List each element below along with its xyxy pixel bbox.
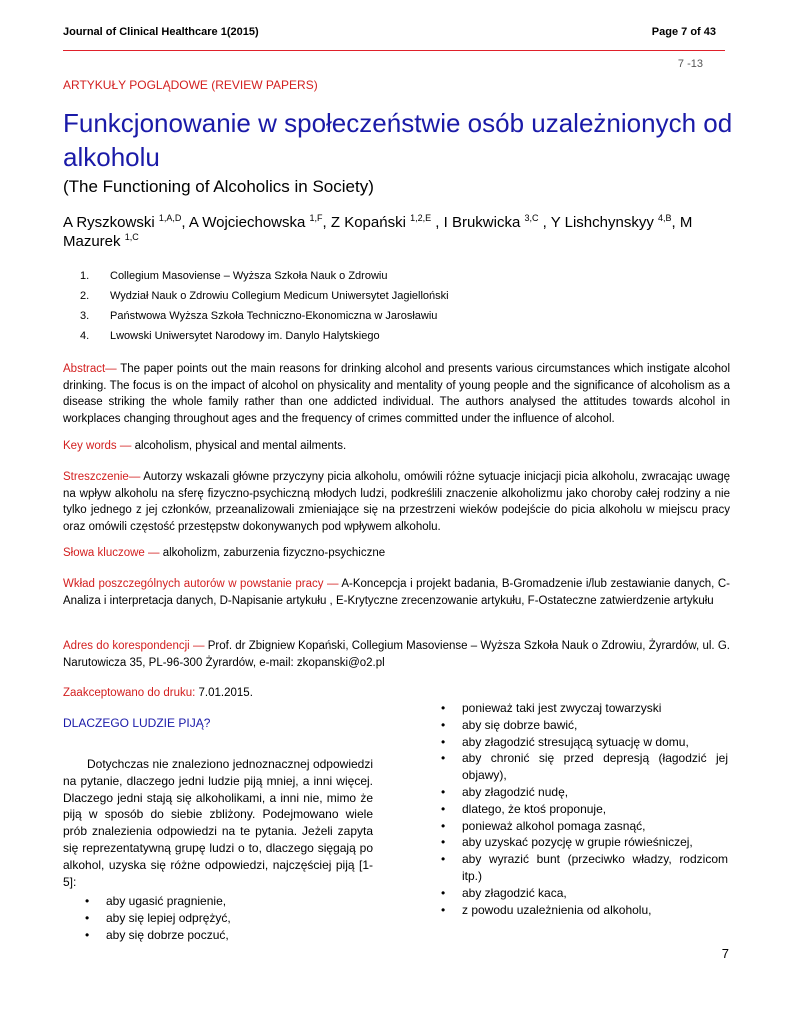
correspondence-address: Adres do korespondencji — Prof. dr Zbigniew Kopański, Collegium Masoviense – Wyższa Szkoła Nauk o Zdrowiu, Żyrardów, ul. G. Narutowicza 35, PL-96-300 Żyrardów, e-mail: zkopanski@o2.pl bbox=[63, 640, 730, 669]
author: M Mazurek $^{1,C}$ bbox=[63, 214, 693, 250]
accepted-date: Zaakceptowano do druku: 7.01.2015. bbox=[63, 687, 253, 699]
bullet-icon: • bbox=[85, 927, 90, 942]
keywords-label: Key words — bbox=[63, 440, 132, 452]
list-item: • aby się dobrze bawić, bbox=[441, 717, 578, 732]
list-item: • aby złagodzić kaca, bbox=[441, 885, 567, 900]
bullet-icon: • bbox=[85, 894, 90, 908]
bullet-icon: • bbox=[441, 784, 446, 799]
list-item: • aby się dobrze poczuć, bbox=[85, 927, 229, 942]
reasons-list-left bbox=[85, 893, 375, 943]
affiliation-item: 1. Collegium Masoviense – Wyższa Szkoła Nauk o Zdrowiu bbox=[80, 270, 388, 282]
section-tag: ARTYKUŁY POGLĄDOWE (REVIEW PAPERS) bbox=[63, 78, 318, 92]
header-divider bbox=[63, 50, 725, 51]
affiliation-list bbox=[80, 268, 720, 348]
correspondence-label: Adres do korespondencji — bbox=[63, 640, 205, 652]
page-number: 7 bbox=[721, 946, 729, 961]
author: A Wojciechowska $^{1,F}$, bbox=[188, 213, 331, 231]
bullet-icon: • bbox=[441, 835, 446, 850]
list-item: • z powodu uzależnienia od alkoholu, bbox=[441, 902, 652, 917]
bullet-icon: • bbox=[441, 717, 446, 732]
slowa-kluczowe: Słowa kluczowe — alkoholizm, zaburzenia fizyczno-psychiczne bbox=[63, 547, 386, 559]
bullet-icon: • bbox=[441, 701, 446, 715]
list-item: • aby złagodzić nudę, bbox=[441, 784, 569, 799]
streszczenie: Streszczenie— Autorzy wskazali główne przyczyny picia alkoholu, omówili różne sytuacje inicjacji picia alkoholu, zwracając uwagę na wpływ alkoholu na sferę fizyczno-psychiczną młodych ludzi, podkreślili znaczenie alkoholizmu jako choroby całej rodziny a nie tylko jednego z jej członków, przeanalizowali zmieniające się na przestrzeni wieków podejście do picia alkoholu w miejscu pracy oraz omówili częstość przestępstw dokonywanych pod wpływem alkoholu. bbox=[63, 471, 730, 533]
list-item: • dlatego, że ktoś proponuje, bbox=[441, 801, 607, 816]
list-item: • aby wyrazić bunt (przeciwko władzy, rodzicom itp.) bbox=[441, 852, 728, 883]
author: I Brukwicka $^{3,C}$ , bbox=[443, 213, 551, 231]
author-list bbox=[63, 213, 733, 251]
reasons-list-right bbox=[441, 700, 728, 918]
body-paragraph: Dotychczas nie znaleziono jednoznacznej odpowiedzi na pytanie, dlaczego jedni ludzie piją mniej, a inni więcej. Dlaczego jedni stają się alkoholikami, a inni nie, mimo że piją w sposób do siebie zbliżony. Podejmowano wiele prób znalezienia odpowiedzi na te pytania. Jeżeli zapyta się reprezentatywną grupę ludzi o to, dlaczego sięgają po alkohol, uzyska się różne odpowiedzi, najczęściej piją [1-5]: bbox=[63, 757, 373, 889]
list-item: • ponieważ alkohol pomaga zasnąć, bbox=[441, 818, 646, 833]
bullet-icon: • bbox=[441, 801, 446, 816]
bullet-icon: • bbox=[441, 751, 446, 766]
list-item: • ponieważ taki jest zwyczaj towarzyski bbox=[441, 701, 662, 715]
author: Z Kopański $^{1,2,E}$ , bbox=[330, 213, 444, 231]
author: Y Lishchynskyy $^{4,B}$, bbox=[550, 213, 680, 231]
bullet-icon: • bbox=[441, 818, 446, 833]
list-item: • aby ugasić pragnienie, bbox=[85, 894, 227, 908]
streszczenie-label: Streszczenie— bbox=[63, 471, 141, 483]
bullet-icon: • bbox=[441, 885, 446, 900]
abstract: Abstract— The paper points out the main reasons for drinking alcohol and presents various circumstances which instigate alcohol drinking. The focus is on the impact of alcohol on physicality and mentality of young people and the significance of alcoholism as a disease striking the whole family rather than one addicted individual. The authors analysed the attitudes towards alcohol in workplaces changing throughout ages and the frequency of crimes committed under the influence of alcohol. bbox=[63, 363, 730, 425]
list-item: • aby złagodzić stresującą sytuację w domu, bbox=[441, 734, 689, 749]
bullet-icon: • bbox=[441, 902, 446, 917]
affiliation-item: 4. Lwowski Uniwersytet Narodowy im. Danylo Halytskiego bbox=[80, 330, 380, 342]
journal-name: Journal of Clinical Healthcare 1(2015) bbox=[63, 26, 259, 38]
affiliation-item: 2. Wydział Nauk o Zdrowiu Collegium Medicum Uniwersytet Jagielloński bbox=[80, 290, 449, 302]
contributions-label: Wkład poszczególnych autorów w powstanie pracy — bbox=[63, 578, 339, 590]
section-heading: DLACZEGO LUDZIE PIJĄ? bbox=[63, 716, 211, 730]
abstract-label: Abstract— bbox=[63, 363, 117, 375]
author-contributions: Wkład poszczególnych autorów w powstanie pracy — A-Koncepcja i projekt badania, B-Gromadzenie i/lub zestawianie danych, C-Analiza i interpretacja danych, D-Napisanie artykułu , E-Krytyczne zrecenzowanie artykułu, F-Ostateczne zatwierdzenie artykułu bbox=[63, 578, 730, 607]
bullet-icon: • bbox=[441, 852, 446, 867]
list-item: • aby się lepiej odprężyć, bbox=[85, 910, 231, 925]
bullet-icon: • bbox=[85, 910, 90, 925]
accepted-label: Zaakceptowano do druku: bbox=[63, 687, 196, 699]
list-item: • aby uzyskać pozycję w grupie rówieśniczej, bbox=[441, 835, 693, 850]
author: A Ryszkowski $^{1,A,D}$, bbox=[63, 213, 189, 231]
keywords: Key words — alcoholism, physical and mental ailments. bbox=[63, 440, 347, 452]
article-subtitle: (The Functioning of Alcoholics in Society) bbox=[63, 177, 374, 196]
page-indicator: Page 7 of 43 bbox=[651, 26, 716, 38]
bullet-icon: • bbox=[441, 734, 446, 749]
issue-pages: 7 -13 bbox=[677, 58, 703, 70]
article-title: Funkcjonowanie w społeczeństwie osób uzależnionych od alkoholu bbox=[63, 108, 733, 172]
affiliation-item: 3. Państwowa Wyższa Szkoła Techniczno-Ekonomiczna w Jarosławiu bbox=[80, 310, 438, 322]
list-item: • aby chronić się przed depresją (łagodzić jej objawy), bbox=[441, 751, 728, 783]
slowa-kluczowe-label: Słowa kluczowe — bbox=[63, 547, 160, 559]
